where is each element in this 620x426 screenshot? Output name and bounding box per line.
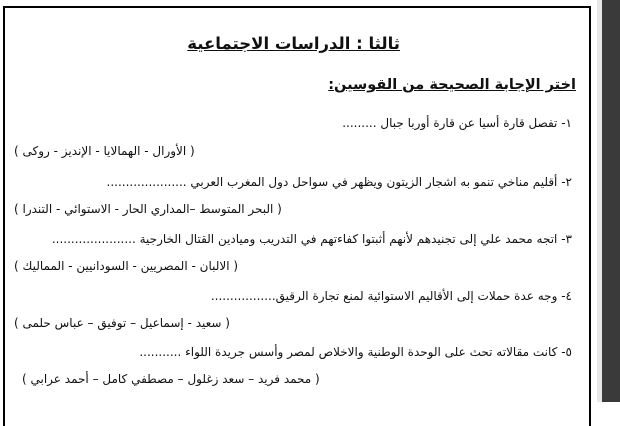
question-3-options: ( الالبان - المصريين - السودانيين - المماليك ) (14, 259, 239, 273)
question-3: ٣- اتجه محمد علي إلى تجنيدهم لأنهم أثبتوا كفاءتهم في التدريب وميادين القتال الخارجية ...................... (51, 232, 572, 246)
question-1: ١- تفصل قارة أسيا عن قارة أوربا جبال ......... (342, 116, 572, 130)
page-border (3, 6, 591, 426)
question-4-options: ( سعيد - إسماعيل – توفيق – عباس حلمى ) (14, 316, 230, 330)
page-edge (597, 0, 602, 402)
instruction-heading: اختر الإجابة الصحيحة من القوسين: (328, 77, 576, 93)
question-5-options: ( محمد فريد – سعد زغلول – مصطفي كامل – أحمد عرابي ) (22, 372, 320, 386)
question-2-options: ( البحر المتوسط –المداري الحار - الاستوائي - التندرا ) (14, 202, 282, 216)
question-1-options: ( الأورال - الهمالايا - الإنديز - روكى ) (14, 144, 195, 158)
section-title: ثالثا : الدراسات الاجتماعية (187, 34, 400, 53)
question-5: ٥- كانت مقالاته تحث على الوحدة الوطنية والاخلاص لمصر وأسس جريدة اللواء ........... (139, 345, 572, 359)
question-4: ٤- وجه عدة حملات إلى الأقاليم الاستوائية لمنع تجارة الرقيق................. (210, 289, 572, 303)
question-2: ٢- أقليم مناخي تنمو به اشجار الزيتون ويظهر في سواحل دول المغرب العربي ..................... (106, 175, 572, 189)
